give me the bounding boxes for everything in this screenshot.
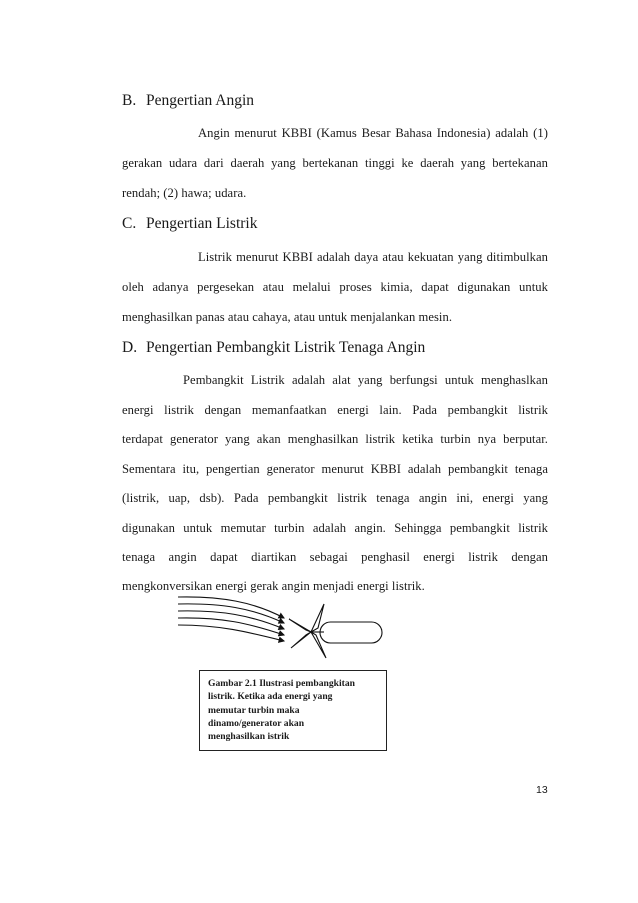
section-b-line-3: rendah; (2) hawa; udara.: [122, 186, 247, 200]
section-d-line-6: digunakan untuk memutar turbin adalah angin. Sehingga pembangkit listrik: [122, 521, 548, 535]
turbin-blade: [289, 619, 311, 632]
section-d-line-1: Pembangkit Listrik adalah alat yang berfungsi untuk menghaslkan: [183, 373, 548, 387]
wind-arrow: [178, 625, 284, 641]
section-c-title: Pengertian Listrik: [146, 215, 258, 232]
section-d-line-7: tenaga angin dapat diartikan sebagai penghasil energi listrik dengan: [122, 550, 548, 564]
page-number: 13: [536, 784, 548, 796]
section-d-line-2: energi listrik dengan memanfaatkan energi lain. Pada pembangkit listrik: [122, 403, 548, 417]
section-c-heading: [122, 215, 258, 233]
figure-caption-line: listrik. Ketika ada energi yang: [208, 691, 333, 703]
wind-turbine-illustration: [176, 592, 386, 662]
figure-caption-line: menghasilkan istrik: [208, 731, 290, 743]
figure-caption-line: dinamo/generator akan: [208, 717, 305, 729]
section-d-line-4: Sementara itu, pengertian generator menurut KBBI adalah pembangkit tenaga: [122, 462, 548, 476]
section-d-line-3: terdapat generator yang akan menghasilkan listrik ketika turbin nya berputar.: [122, 432, 548, 446]
section-c-letter: C.: [122, 215, 137, 232]
section-d-letter: D.: [122, 339, 138, 356]
section-b-heading: [122, 92, 254, 110]
section-d-line-5: (listrik, uap, dsb). Pada pembangkit listrik tenaga angin ini, energi yang: [122, 491, 548, 505]
figure-caption: [199, 670, 387, 751]
section-b-line-2: gerakan udara dari daerah yang bertekanan tinggi ke daerah yang bertekanan: [122, 156, 548, 170]
figure-caption-line: memutar turbin maka: [208, 704, 300, 716]
wind-arrows: [178, 597, 284, 641]
section-b-line-1: Angin menurut KBBI (Kamus Besar Bahasa Indonesia) adalah (1): [198, 126, 548, 140]
section-d-title: Pengertian Pembangkit Listrik Tenaga Angin: [146, 339, 426, 356]
generator-body: [320, 622, 382, 643]
section-d-line-8: mengkonversikan energi gerak angin menjadi energi listrik.: [122, 579, 425, 593]
turbin-blade: [291, 632, 311, 648]
section-d-heading: [122, 339, 425, 357]
section-b-title: Pengertian Angin: [146, 92, 255, 109]
wind-arrow: [178, 618, 284, 635]
wind-arrow: [178, 611, 284, 629]
figure-caption-line: Gambar 2.1 Ilustrasi pembangkitan: [208, 678, 355, 689]
section-b-letter: B.: [122, 92, 137, 109]
section-c-line-1: Listrik menurut KBBI adalah daya atau kekuatan yang ditimbulkan: [198, 250, 548, 264]
wind-arrow: [178, 597, 284, 618]
section-c-line-2: oleh adanya pergesekan atau melalui proses kimia, dapat digunakan untuk: [122, 280, 548, 294]
section-c-line-3: menghasilkan panas atau cahaya, atau untuk menjalankan mesin.: [122, 310, 453, 324]
